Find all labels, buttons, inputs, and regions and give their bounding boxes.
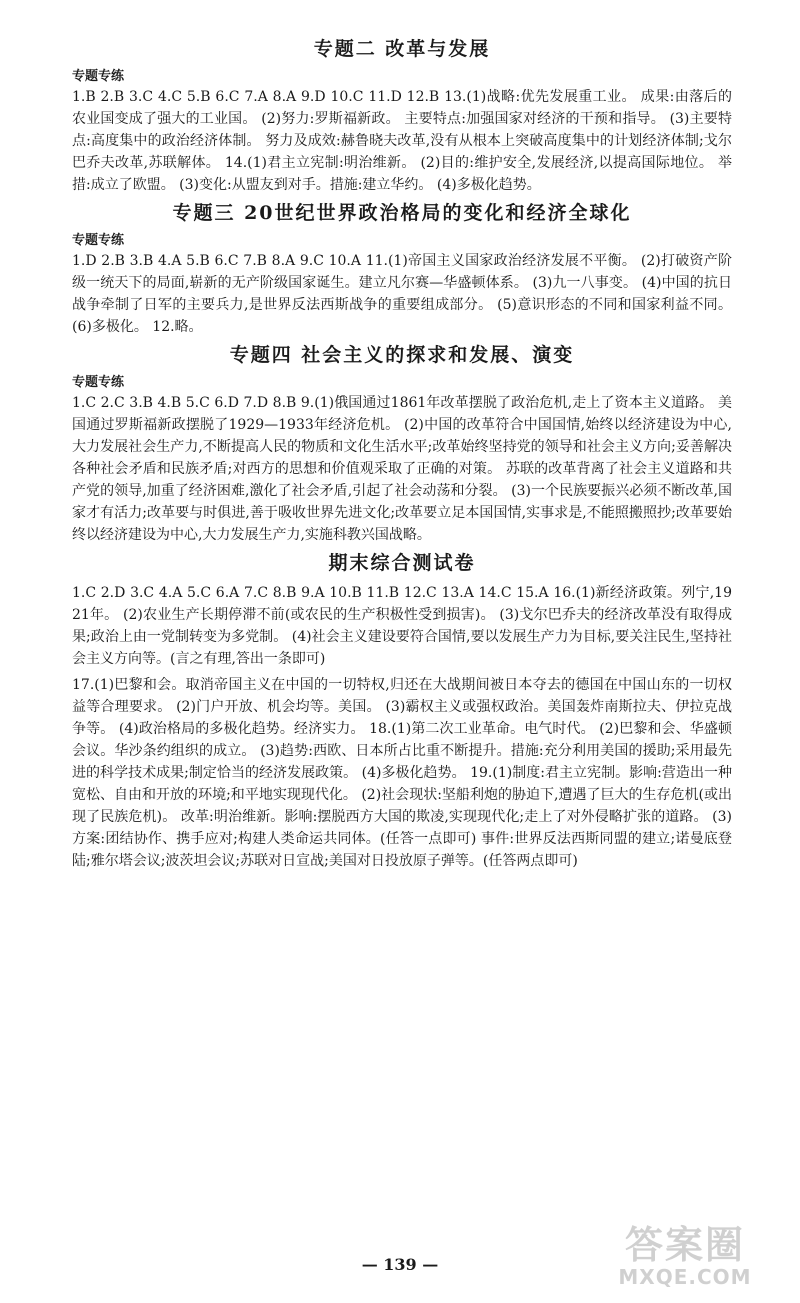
section-topic-2 [72, 36, 732, 196]
answer-paragraph: 1.B 2.B 3.C 4.C 5.B 6.C 7.A 8.A 9.D 10.C 11.D 12.B 13.(1)战略:优先发展重工业。 成果:由落后的农业国变成了强大的工业国。 (2)努力:罗斯福新政。 主要特点:加强国家对经济的干预和指导。 (3)主要特点:高度集中的政治经济体制。 努力及成效:赫鲁晓夫改革,没有从根本上突破高度集中的计划经济体制;戈尔巴乔夫改革,苏联解体。 14.(1)君主立宪制:明治维新。 (2)目的:维护安全,发展经济,以提高国际地位。 举措:成立了欧盟。 (3)变化:从盟友到对手。措施:建立华约。 (4)多极化趋势。 [72, 89, 732, 193]
answer-paragraph: 17.(1)巴黎和会。取消帝国主义在中国的一切特权,归还在大战期间被日本夺去的德国在中国山东的一切权益等合理要求。 (2)门户开放、机会均等。美国。 (3)霸权主义或强权政治。美国轰炸南斯拉夫、伊拉克战争等。 (4)政治格局的多极化趋势。经济实力。 18.(1)第二次工业革命。电气时代。 (2)巴黎和会、华盛顿会议。华沙条约组织的成立。 (3)趋势:西欧、日本所占比重不断提升。措施:充分利用美国的援助;采用最先进的科学技术成果;制定恰当的经济发展政策。 (4)多极化趋势。 19.(1)制度:君主立宪制。影响:营造出一种宽松、自由和开放的环境;和平地实现现代化。 (2)社会现状:坚船利炮的胁迫下,遭遇了巨大的生存危机(或出现了民族危机)。 改革:明治维新。影响:摆脱西方大国的欺凌,实现现代化;走上了对外侵略扩张的道路。 (3)方案:团结协作、携手应对;构建人类命运共同体。(任答一点即可) 事件:世界反法西斯同盟的建立;诺曼底登陆;雅尔塔会议;波茨坦会议;苏联对日宣战;美国对日投放原子弹等。(任答两点即可) [72, 677, 732, 869]
answer-page [72, 36, 732, 876]
section-subhead: 专题专练 [72, 233, 125, 248]
watermark-url: MXQE.COM [618, 1265, 752, 1289]
section-subhead: 专题专练 [72, 375, 125, 390]
answer-paragraph: 1.C 2.C 3.B 4.B 5.C 6.D 7.D 8.B 9.(1)俄国通过1861年改革摆脱了政治危机,走上了资本主义道路。 美国通过罗斯福新政摆脱了1929—1933年经济危机。 (2)中国的改革符合中国国情,始终以经济建设为中心,大力发展社会生产力,不断提高人民的物质和文化生活水平;改革始终坚持党的领导和社会主义方向;妥善解决各种社会矛盾和民族矛盾;对西方的思想和价值观采取了正确的对策。 苏联的改革背离了社会主义道路和共产党的领导,加重了经济困难,激化了社会矛盾,引起了社会动荡和分裂。 (3)一个民族要振兴必须不断改革,国家才有活力;改革要与时俱进,善于吸收世界先进文化;改革要立足本国国情,实事求是,不能照搬照抄;改革要始终以经济建设为中心,大力发展生产力,实施科教兴国战略。 [72, 395, 732, 543]
section-topic-4 [72, 342, 732, 546]
watermark-logo: 答案圈 [624, 1223, 745, 1267]
watermark [590, 1214, 780, 1289]
page-number: — 139 — [361, 1255, 439, 1274]
section-final-test [72, 550, 732, 872]
section-topic-3 [72, 200, 732, 338]
answer-paragraph: 1.D 2.B 3.B 4.A 5.B 6.C 7.B 8.A 9.C 10.A 11.(1)帝国主义国家政治经济发展不平衡。 (2)打破资产阶级一统天下的局面,崭新的无产阶级国家诞生。建立凡尔赛—华盛顿体系。 (3)九一八事变。 (4)中国的抗日战争牵制了日军的主要兵力,是世界反法西斯战争的重要组成部分。 (5)意识形态的不同和国家利益不同。 (6)多极化。 12.略。 [72, 253, 732, 335]
section-title: 专题四 社会主义的探求和发展、演变 [229, 344, 575, 366]
answer-paragraph: 1.C 2.D 3.C 4.A 5.C 6.A 7.C 8.B 9.A 10.B 11.B 12.C 13.A 14.C 15.A 16.(1)新经济政策。列宁,1921年。 (2)农业生产长期停滞不前(或农民的生产积极性受到损害)。 (3)戈尔巴乔夫的经济改革没有取得成果;政治上由一党制转变为多党制。 (4)社会主义建设要符合国情,要以发展生产力为目标,要关注民生,坚持社会主义方向等。(言之有理,答出一条即可) [72, 585, 732, 667]
section-title: 专题三 20世纪世界政治格局的变化和经济全球化 [172, 202, 632, 224]
section-subhead: 专题专练 [72, 69, 125, 84]
section-title: 专题二 改革与发展 [313, 38, 491, 60]
section-title: 期末综合测试卷 [328, 552, 476, 574]
